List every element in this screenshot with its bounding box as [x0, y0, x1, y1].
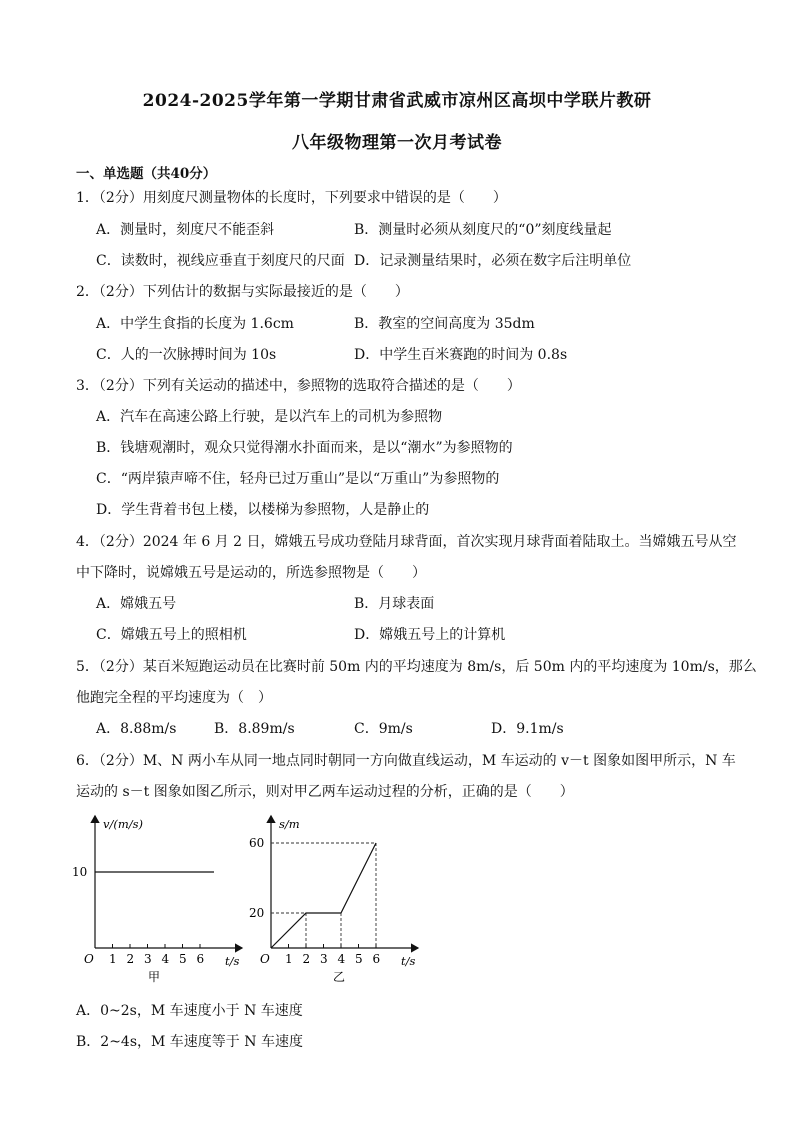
- x-tick-label: 5: [355, 952, 363, 966]
- question-3-option-a: A．汽车在高速公路上行驶，是以汽车上的司机为参照物: [96, 409, 443, 425]
- question-6-stem-line1: 6．（2分）M、N 两小车从同一地点同时朝同一方向做直线运动，M 车运动的 v－t 图象如图甲所示，N 车: [76, 753, 736, 769]
- origin-label: O: [84, 952, 94, 966]
- x-tick-label: 3: [144, 952, 152, 966]
- y-tick-label: 20: [249, 906, 265, 920]
- question-3-option-b: B．钱塘观潮时，观众只觉得潮水扑面而来，是以“潮水”为参照物的: [96, 440, 513, 456]
- question-2-option-c: C．人的一次脉搏时间为 10s: [96, 347, 277, 363]
- question-5-option-b: B．8.89m/s: [214, 721, 295, 737]
- question-2-option-d: D．中学生百米赛跑的时间为 0.8s: [354, 347, 568, 363]
- x-axis-label: t/s: [225, 954, 240, 968]
- question-3-option-c: C．“两岸猿声啼不住，轻舟已过万重山”是以“万重山”为参照物的: [96, 471, 500, 487]
- question-5-stem-line2: 他跑完全程的平均速度为（ ）: [76, 690, 272, 706]
- question-4-stem-line2: 中下降时，说嫦娥五号是运动的，所选参照物是（ ）: [76, 565, 426, 581]
- question-6-option-a: A．0~2s，M 车速度小于 N 车速度: [76, 1003, 303, 1019]
- x-tick-label: 6: [196, 952, 205, 966]
- question-6-stem-line2: 运动的 s－t 图象如图乙所示，则对甲乙两车运动过程的分析，正确的是（ ）: [76, 784, 574, 800]
- exam-title-line2: 八年级物理第一次月考试卷: [292, 133, 502, 153]
- x-tick-label: 6: [372, 952, 381, 966]
- question-2-option-b: B．教室的空间高度为 35dm: [354, 316, 535, 332]
- question-5-option-c: C．9m/s: [354, 721, 413, 737]
- question-1-option-c: C．读数时，视线应垂直于刻度尺的尺面: [96, 253, 345, 269]
- question-4-option-c: C．嫦娥五号上的照相机: [96, 627, 247, 643]
- question-6-option-b: B．2~4s，M 车速度等于 N 车速度: [76, 1034, 303, 1050]
- y-axis-label: s/m: [279, 817, 300, 831]
- question-3-stem: 3．（2分）下列有关运动的描述中，参照物的选取符合描述的是（ ）: [76, 378, 521, 394]
- question-2-stem: 2．（2分）下列估计的数据与实际最接近的是（ ）: [76, 284, 409, 300]
- question-5-stem-line1: 5．（2分）某百米短跑运动员在比赛时前 50m 内的平均速度为 8m/s，后 50m 内的平均速度为 10m/s，那么: [76, 659, 757, 675]
- question-4-option-d: D．嫦娥五号上的计算机: [354, 627, 506, 643]
- question-3-option-d: D．学生背着书包上楼，以楼梯为参照物，人是静止的: [96, 502, 430, 518]
- graph-caption: 乙: [333, 970, 346, 984]
- x-tick-label: 1: [109, 952, 117, 966]
- section-heading: 一、单选题（共40分）: [76, 166, 217, 182]
- x-tick-label: 2: [302, 952, 311, 966]
- graph-jia-v-t: [70, 808, 250, 988]
- question-5-option-a: A．8.88m/s: [96, 721, 177, 737]
- x-tick-label: 3: [320, 952, 328, 966]
- question-4-option-a: A．嫦娥五号: [96, 596, 177, 612]
- question-4-stem-line1: 4．（2分）2024 年 6 月 2 日，嫦娥五号成功登陆月球背面，首次实现月球背面着陆取土。当嫦娥五号从空: [76, 534, 737, 550]
- question-1-option-b: B．测量时必须从刻度尺的“0”刻度线量起: [354, 222, 612, 238]
- graph-yi-s-t: [246, 808, 426, 988]
- x-tick-label: 1: [285, 952, 293, 966]
- exam-title-line1: 2024-2025学年第一学期甘肃省武威市凉州区高坝中学联片教研: [142, 91, 652, 111]
- question-1-option-d: D．记录测量结果时，必须在数字后注明单位: [354, 253, 632, 269]
- y-tick-label: 60: [249, 836, 265, 850]
- origin-label: O: [260, 952, 270, 966]
- y-tick-label: 10: [72, 865, 88, 879]
- x-tick-label: 5: [179, 952, 187, 966]
- x-tick-label: 4: [337, 952, 346, 966]
- question-1-stem: 1．（2分）用刻度尺测量物体的长度时，下列要求中错误的是（ ）: [76, 190, 507, 206]
- question-4-option-b: B．月球表面: [354, 596, 435, 612]
- y-axis-label: v/(m/s): [103, 817, 144, 831]
- question-2-option-a: A．中学生食指的长度为 1.6cm: [96, 316, 294, 332]
- question-5-option-d: D．9.1m/s: [491, 721, 564, 737]
- graph-caption: 甲: [148, 970, 161, 984]
- x-tick-label: 4: [161, 952, 170, 966]
- question-1-option-a: A．测量时，刻度尺不能歪斜: [96, 222, 275, 238]
- x-tick-label: 2: [126, 952, 135, 966]
- x-axis-label: t/s: [401, 954, 416, 968]
- series-line-s: [271, 843, 376, 948]
